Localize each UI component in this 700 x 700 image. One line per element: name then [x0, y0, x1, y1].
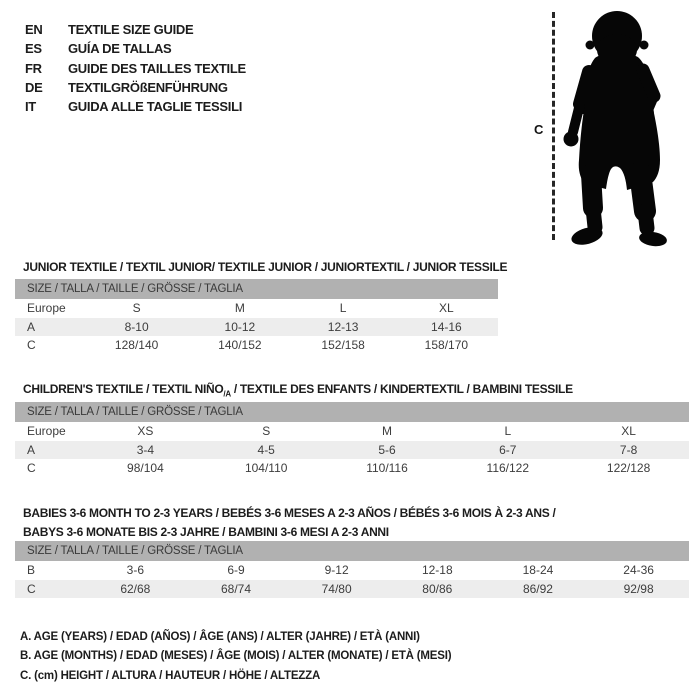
row-label: Europe: [27, 424, 66, 438]
language-row-es: [25, 39, 246, 58]
language-code: IT: [25, 99, 36, 115]
cell: XL: [439, 301, 454, 315]
language-row-fr: [25, 59, 246, 78]
row-label: B: [27, 563, 36, 577]
cell: 14-16: [395, 318, 498, 337]
cell: 74/80: [286, 580, 387, 599]
cell: 68/74: [186, 580, 287, 599]
cell: 12-18: [421, 563, 453, 577]
cell: 4-5: [206, 441, 327, 460]
children-section-title: [23, 382, 573, 398]
guide-title-it: GUIDA ALLE TAGLIE TESSILI: [68, 99, 243, 115]
table-row: [15, 299, 498, 318]
cell: 110/116: [366, 461, 408, 476]
junior-size-table: [15, 279, 498, 355]
cell: S: [262, 424, 271, 438]
junior-section-title: JUNIOR TEXTILE / TEXTIL JUNIOR/ TEXTILE JUNIOR / JUNIORTEXTIL / JUNIOR TESSILE: [23, 259, 508, 274]
cell: 10-12: [188, 318, 291, 337]
table-row: [15, 580, 689, 599]
size-header-bar: SIZE / TALLA / TAILLE / GRÖSSE / TAGLIA: [15, 541, 689, 561]
guide-title-fr: GUIDE DES TAILLES TEXTILE: [68, 60, 246, 76]
cell: 9-12: [324, 563, 349, 577]
cell: 128/140: [114, 338, 159, 353]
cell: L: [339, 301, 347, 315]
language-code: EN: [25, 22, 43, 38]
size-header-bar: SIZE / TALLA / TAILLE / GRÖSSE / TAGLIA: [15, 279, 498, 299]
cell: M: [381, 424, 392, 438]
babies-size-table: [15, 541, 689, 598]
children-title-pre: CHILDREN'S TEXTILE / TEXTIL NIÑO: [23, 381, 224, 396]
cell: 62/68: [85, 580, 186, 599]
language-code: DE: [25, 80, 43, 96]
table-row: [15, 459, 689, 478]
guide-title-en: TEXTILE SIZE GUIDE: [68, 22, 194, 38]
note-age-months: B. AGE (MONTHS) / EDAD (MESES) / ÂGE (MOIS) / ALTER (MONATE) / ETÀ (MESI): [20, 650, 452, 663]
note-height: C. (cm) HEIGHT / ALTURA / HAUTEUR / HÖHE / ALTEZZA: [20, 669, 321, 682]
cell: 122/128: [606, 461, 651, 476]
cell: XS: [137, 424, 154, 438]
height-measure-line: [552, 12, 555, 240]
language-row-it: [25, 97, 246, 116]
babies-title-line1: BABIES 3-6 MONTH TO 2-3 YEARS / BEBÉS 3-6 MESES A 2-3 AÑOS / BÉBÉS 3-6 MOIS À 2-3 ANS /: [23, 505, 556, 520]
baby-silhouette-icon: [565, 8, 671, 246]
cell: 116/122: [486, 461, 530, 476]
cell: 6-9: [227, 563, 245, 577]
guide-title-es: GUÍA DE TALLAS: [68, 41, 172, 57]
cell: 152/158: [321, 338, 365, 353]
cell: 8-10: [85, 318, 188, 337]
table-row: [15, 561, 689, 580]
cell: 92/98: [588, 580, 689, 599]
cell: 5-6: [327, 441, 448, 460]
babies-section-title: [23, 504, 555, 542]
row-label: C: [15, 580, 85, 599]
table-row: [15, 422, 689, 441]
language-code: FR: [25, 60, 42, 76]
cell: M: [234, 301, 245, 315]
cell: 3-4: [85, 441, 206, 460]
table-row: [15, 441, 689, 460]
cell: 86/92: [488, 580, 589, 599]
children-title-post: / TEXTILE DES ENFANTS / KINDERTEXTIL / BAMBINI TESSILE: [230, 381, 573, 396]
size-header-bar: SIZE / TALLA / TAILLE / GRÖSSE / TAGLIA: [15, 402, 689, 422]
language-row-de: [25, 78, 246, 97]
children-size-table: [15, 402, 689, 478]
cell: XL: [621, 424, 636, 438]
cell: 158/170: [424, 338, 469, 353]
row-label: A: [15, 441, 85, 460]
note-age-years: A. AGE (YEARS) / EDAD (AÑOS) / ÂGE (ANS) / ALTER (JAHRE) / ETÀ (ANNI): [20, 631, 420, 643]
cell: 18-24: [522, 563, 554, 577]
cell: 80/86: [387, 580, 488, 599]
row-label: C: [27, 461, 36, 476]
language-row-en: [25, 20, 246, 39]
babies-title-line2: BABYS 3-6 MONATE BIS 2-3 JAHRE / BAMBINI 3-6 MESI A 2-3 ANNI: [23, 524, 389, 539]
cell: S: [132, 301, 141, 315]
cell: 24-36: [623, 563, 654, 577]
language-code: ES: [25, 41, 42, 57]
row-label: A: [15, 318, 85, 337]
cell: 104/110: [244, 461, 288, 476]
cell: 140/152: [218, 338, 262, 353]
table-row: [15, 318, 498, 337]
cell: 12-13: [292, 318, 395, 337]
cell: 3-6: [126, 563, 144, 577]
language-header: [25, 20, 246, 116]
legend-notes: [20, 628, 451, 686]
cell: L: [504, 424, 512, 438]
children-title-sub: /A: [223, 389, 231, 399]
cell: 6-7: [447, 441, 568, 460]
cell: 7-8: [568, 441, 689, 460]
row-label: C: [27, 338, 36, 353]
guide-title-de: TEXTILGRÖßENFÜHRUNG: [68, 80, 228, 96]
height-label-c: C: [534, 122, 544, 137]
baby-figure: [530, 2, 700, 248]
table-row: [15, 336, 498, 355]
row-label: Europe: [27, 301, 66, 315]
cell: 98/104: [127, 461, 164, 476]
